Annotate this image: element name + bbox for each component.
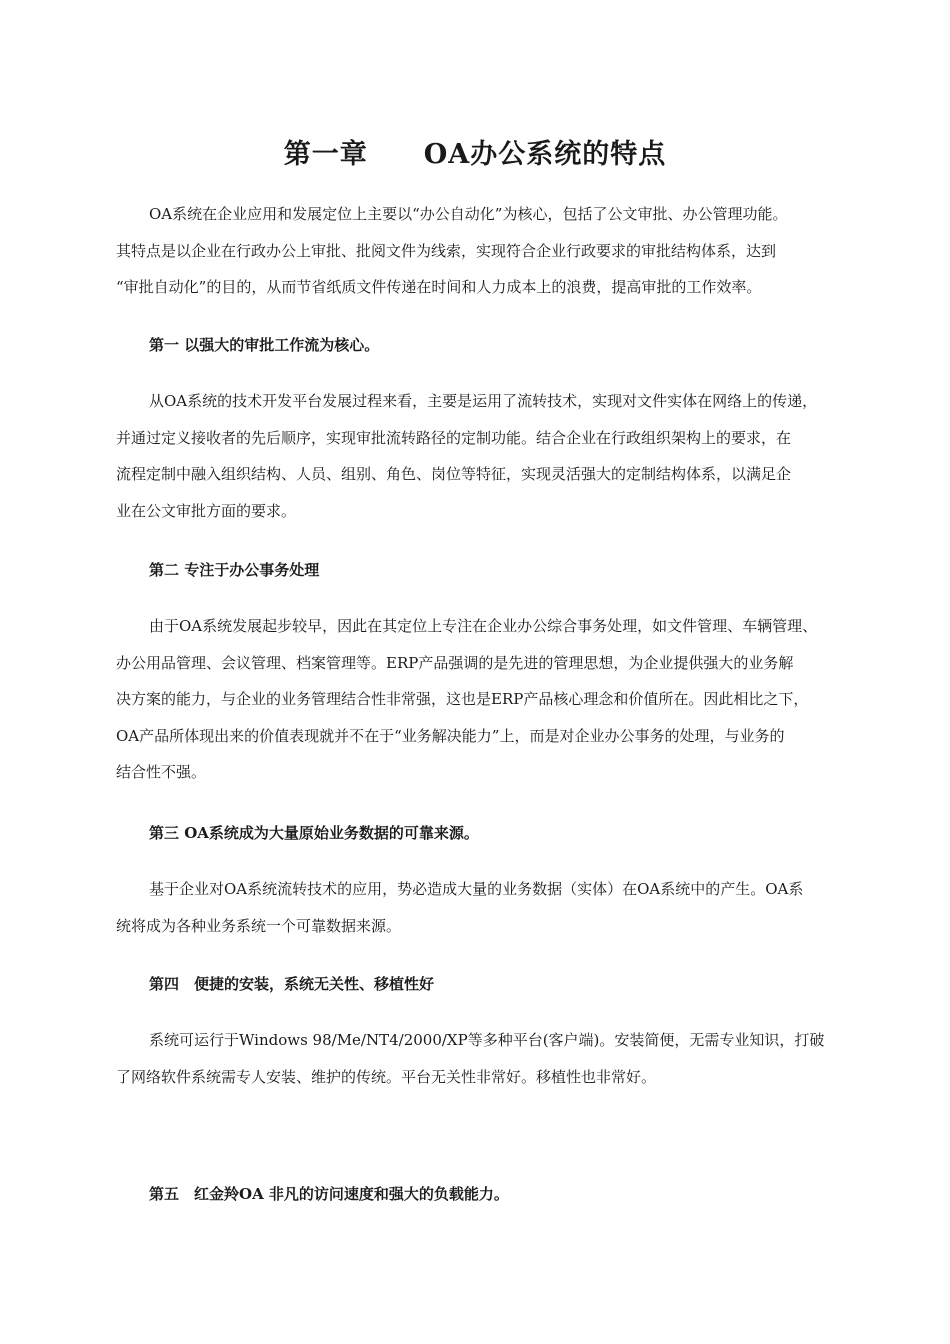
section-heading-3: 第三 OA系统成为大量原始业务数据的可靠来源。 [149, 824, 479, 842]
section-heading-1: 第一 以强大的审批工作流为核心。 [149, 336, 380, 354]
paragraph-line: 其特点是以企业在行政办公上审批、批阅文件为线索，实现符合企业行政要求的审批结构体系，达到 [116, 241, 777, 260]
section-heading-4: 第四 便捷的安装，系统无关性、移植性好 [149, 975, 435, 993]
paragraph-line: 并通过定义接收者的先后顺序，实现审批流转路径的定制功能。结合企业在行政组织架构上的要求，在 [116, 428, 792, 447]
paragraph-line: 决方案的能力，与企业的业务管理结合性非常强，这也是ERP产品核心理念和价值所在。因此相比之下， [116, 690, 809, 708]
paragraph-line: OA系统在企业应用和发展定位上主要以“办公自动化”为核心，包括了公文审批、办公管理功能。 [149, 205, 788, 223]
paragraph-line: 业在公文审批方面的要求。 [116, 501, 297, 520]
paragraph-line: “审批自动化”的目的，从而节省纸质文件传递在时间和人力成本上的浪费，提高审批的工作效率。 [116, 278, 762, 296]
section-heading-2: 第二 专注于办公事务处理 [149, 561, 320, 579]
paragraph-line: 结合性不强。 [116, 763, 207, 781]
paragraph-line: 由于OA系统发展起步较早，因此在其定位上专注在企业办公综合事务处理，如文件管理、车辆管理、 [149, 617, 818, 635]
paragraph-line: 统将成为各种业务系统一个可靠数据来源。 [116, 916, 402, 935]
section-paragraph-2 [116, 608, 888, 791]
section-paragraph-3 [116, 871, 888, 944]
paragraph-line: 从OA系统的技术开发平台发展过程来看，主要是运用了流转技术，实现对文件实体在网络上的传递， [149, 392, 818, 410]
section-paragraph-4 [116, 1022, 888, 1095]
paragraph-line: 办公用品管理、会议管理、档案管理等。ERP产品强调的是先进的管理思想，为企业提供强大的业务解 [116, 653, 794, 672]
paragraph-line: 了网络软件系统需专人安装、维护的传统。平台无关性非常好。移植性也非常好。 [116, 1067, 657, 1086]
paragraph-line: 系统可运行于Windows 98/Me/NT4/2000/XP等多种平台(客户端)。安装简便，无需专业知识，打破 [149, 1031, 825, 1049]
intro-paragraph [116, 196, 888, 306]
chapter-title: 第一章 OA办公系统的特点 [283, 139, 667, 170]
section-paragraph-1 [116, 383, 888, 529]
paragraph-line: 基于企业对OA系统流转技术的应用，势必造成大量的业务数据（实体）在OA系统中的产生。OA系 [149, 880, 804, 898]
paragraph-line: 流程定制中融入组织结构、人员、组别、角色、岗位等特征，实现灵活强大的定制结构体系，以满足企 [116, 465, 792, 483]
paragraph-line: OA产品所体现出来的价值表现就并不在于“业务解决能力”上，而是对企业办公事务的处理，与业务的 [116, 726, 785, 745]
section-heading-5: 第五 红金羚OA 非凡的访问速度和强大的负载能力。 [149, 1185, 509, 1203]
